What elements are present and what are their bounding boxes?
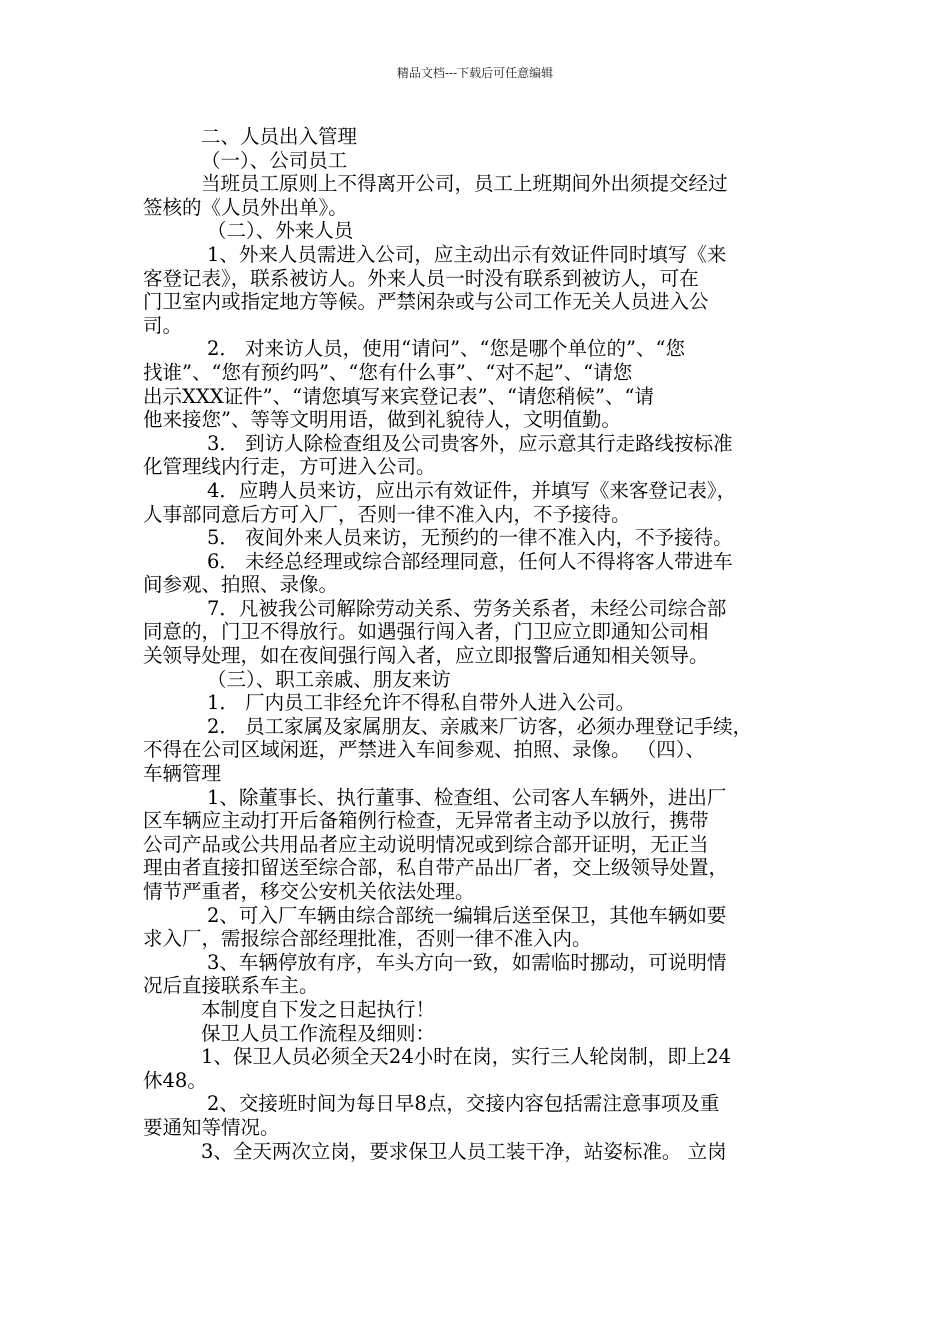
text-line: 当班员工原则上不得离开公司，员工上班期间外出须提交经过 — [201, 172, 728, 196]
text-line: 公司产品或公共用品者应主动说明情况或到综合部开证明，无正当 — [143, 832, 709, 856]
text-line: 关领导处理，如在夜间强行闯入者，应立即报警后通知相关领导。 — [143, 644, 709, 668]
text-line: 情节严重者，移交公安机关依法处理。 — [143, 880, 475, 903]
text-line: 1． 厂内员工非经允许不得私自带外人进入公司。 — [207, 691, 636, 715]
text-line: 同意的，门卫不得放行。如遇强行闯入者，门卫应立即通知公司相 — [143, 620, 709, 644]
page-header: 精品文档---下载后可任意编辑 — [396, 66, 554, 80]
text-line: 2、可入厂车辆由综合部统一编辑后送至保卫，其他车辆如要 — [207, 903, 727, 927]
text-line: 求入厂，需报综合部经理批准，否则一律不准入内。 — [143, 927, 592, 951]
text-line: 找谁”、“您有预约吗”、“您有什么事”、“对不起”、“请您 — [143, 360, 633, 384]
text-line: 司。 — [143, 313, 183, 337]
text-line: 休48。 — [143, 1068, 207, 1092]
text-line: 人事部同意后方可入厂，否则一律不准入内，不予接待。 — [143, 502, 631, 526]
text-line: 保卫人员工作流程及细则： — [201, 1021, 436, 1045]
document-body — [143, 125, 813, 1163]
text-line: 3、全天两次立岗，要求保卫人员工装干净，站姿标准。 立岗 — [201, 1139, 727, 1163]
text-line: 签核的《人员外出单》。 — [143, 195, 348, 219]
text-line: 2、交接班时间为每日早8点，交接内容包括需注意事项及重 — [207, 1092, 720, 1116]
text-line: 本制度自下发之日起执行！ — [201, 997, 436, 1021]
text-line: 况后直接联系车主。 — [143, 974, 319, 998]
text-line: 6． 未经总经理或综合部经理同意，任何人不得将客人带进车 — [207, 549, 733, 573]
text-line: 车辆管理 — [143, 762, 222, 786]
text-line: （三）、职工亲戚、朋友来访 — [207, 667, 451, 691]
text-line: 理由者直接扣留送至综合部，私自带产品出厂者，交上级领导处置， — [143, 856, 729, 880]
text-line: 1、保卫人员必须全天24小时在岗，实行三人轮岗制，即上24 — [201, 1045, 732, 1069]
text-line: 2． 员工家属及家属朋友、亲戚来厂访客，必须办理登记手续， — [207, 714, 753, 738]
text-line: 化管理线内行走，方可进入公司。 — [143, 455, 436, 479]
text-line: 间参观、拍照、录像。 — [143, 573, 339, 597]
text-line: 二、人员出入管理 — [201, 125, 358, 148]
text-line: 他来接您”、等等文明用语，做到礼貌待人，文明值勤。 — [143, 408, 621, 432]
text-line: 2． 对来访人员，使用“请问”、“您是哪个单位的”、“您 — [207, 337, 685, 361]
text-line: 3． 到访人除检查组及公司贵客外，应示意其行走路线按标准 — [207, 431, 733, 455]
text-line: 区车辆应主动打开后备箱例行检查，无异常者主动予以放行，携带 — [143, 809, 709, 833]
text-line: 要通知等情况。 — [143, 1115, 280, 1139]
text-line: （二）、外来人员 — [207, 219, 354, 243]
text-line: 客登记表》，联系被访人。外来人员一时没有联系到被访人，可在 — [143, 266, 699, 290]
text-line: 1、除董事长、执行董事、检查组、公司客人车辆外，进出厂 — [207, 785, 727, 809]
text-line: 3、车辆停放有序，车头方向一致，如需临时挪动，可说明情 — [207, 950, 727, 974]
text-line: 不得在公司区域闲逛，严禁进入车间参观、拍照、录像。 （四）、 — [143, 738, 705, 762]
text-line: 1、外来人员需进入公司，应主动出示有效证件同时填写《来 — [207, 242, 727, 266]
text-line: 门卫室内或指定地方等候。严禁闲杂或与公司工作无关人员进入公 — [143, 290, 709, 314]
text-line: （一）、公司员工 — [201, 148, 348, 172]
text-line: 7．凡被我公司解除劳动关系、劳务关系者，未经公司综合部 — [207, 596, 727, 620]
text-line: 4．应聘人员来访，应出示有效证件，并填写《来客登记表》， — [207, 478, 737, 502]
text-line: 出示XXX证件”、“请您填写来宾登记表”、“请您稍候”、“请 — [143, 384, 654, 408]
text-line: 5． 夜间外来人员来访，无预约的一律不准入内，不予接待。 — [207, 526, 733, 550]
